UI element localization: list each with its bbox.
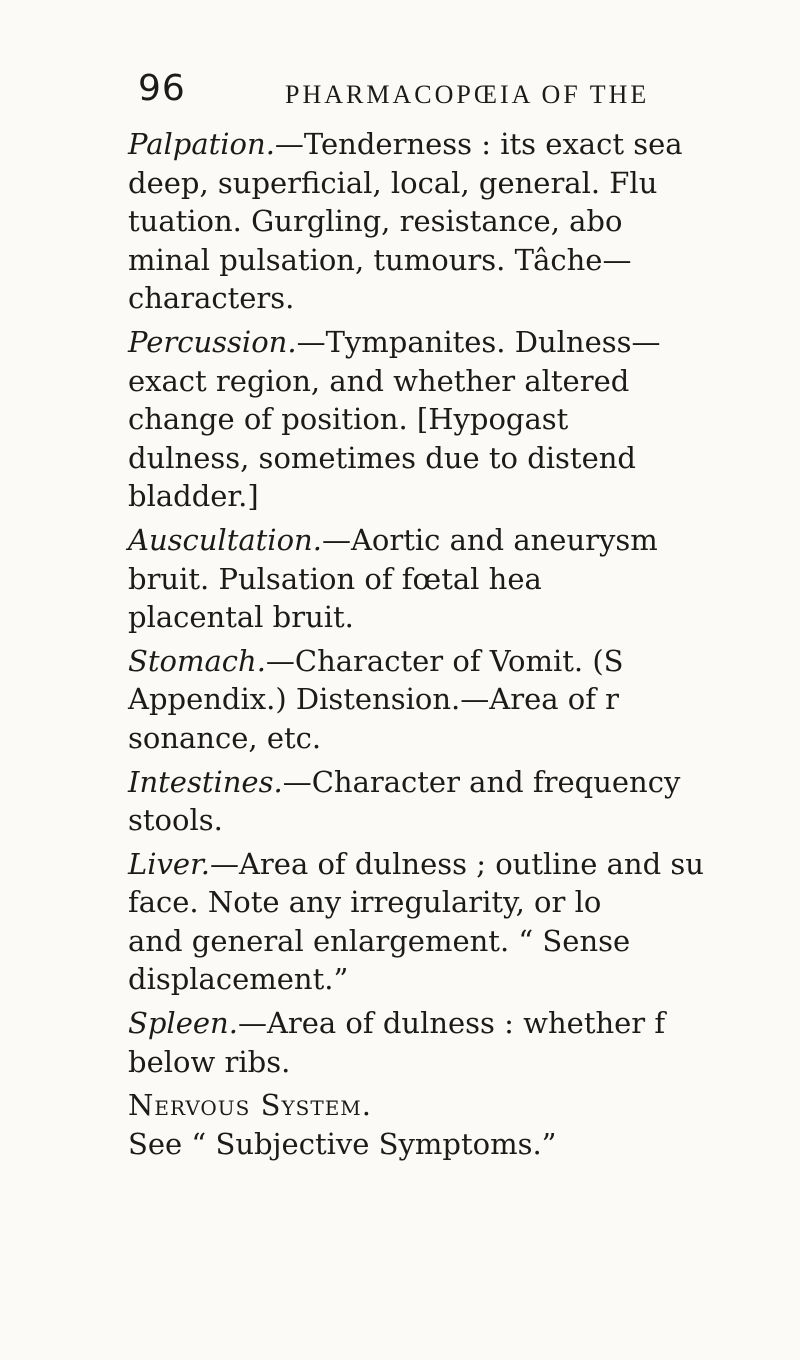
entry-line: —Area of dulness ; outline and su bbox=[209, 846, 704, 881]
entry-term: Intestines. bbox=[128, 764, 283, 799]
entry-line: —Character of Vomit. (S bbox=[265, 643, 624, 678]
entry-term: Auscultation. bbox=[128, 522, 322, 557]
entry-palpation bbox=[128, 125, 800, 318]
entry-line: —Area of dulness : whether f bbox=[237, 1006, 666, 1041]
entry-term: Palpation. bbox=[128, 127, 275, 161]
entry-line: displacement.” bbox=[128, 962, 349, 997]
entry-intestines bbox=[128, 763, 800, 840]
entry-line: minal pulsation, tumours. Tâche— bbox=[128, 242, 632, 277]
entry-line: stools. bbox=[128, 803, 223, 838]
entry-line: exact region, and whether altered bbox=[128, 363, 630, 398]
entry-line: sonance, etc. bbox=[128, 720, 322, 755]
entry-line: tuation. Gurgling, resistance, abo bbox=[128, 204, 623, 239]
entry-line: deep, superficial, local, general. Flu bbox=[128, 165, 658, 200]
entry-line: —Tenderness : its exact sea bbox=[274, 127, 683, 161]
entry-line: dulness, sometimes due to distend bbox=[128, 440, 636, 475]
entry-line: characters. bbox=[128, 281, 295, 316]
page-number: 96 bbox=[138, 68, 186, 109]
entry-nervous-system bbox=[128, 1086, 800, 1163]
entry-term: Stomach. bbox=[128, 643, 266, 678]
entry-percussion bbox=[128, 323, 800, 516]
entry-line: Appendix.) Distension.—Area of r bbox=[128, 682, 620, 717]
entry-list bbox=[128, 125, 800, 1168]
entry-line: —Aortic and aneurysm bbox=[321, 522, 658, 557]
entry-line: —Tympanites. Dulness— bbox=[296, 324, 661, 359]
entry-line: bruit. Pulsation of fœtal hea bbox=[128, 561, 542, 596]
entry-line: change of position. [Hypogast bbox=[128, 402, 569, 437]
section-heading: Nervous System. bbox=[128, 1088, 372, 1123]
entry-auscultation bbox=[128, 521, 800, 637]
entry-term: Percussion. bbox=[128, 324, 297, 359]
entry-line: below ribs. bbox=[128, 1044, 291, 1079]
entry-spleen bbox=[128, 1004, 800, 1081]
page-margin-bottom bbox=[0, 1240, 800, 1360]
running-head: PHARMACOPŒIA OF THE bbox=[285, 80, 650, 109]
entry-line: bladder.] bbox=[128, 479, 259, 514]
entry-stomach bbox=[128, 642, 800, 758]
entry-term: Spleen. bbox=[128, 1006, 238, 1041]
entry-line: See “ Subjective Symptoms.” bbox=[128, 1126, 557, 1161]
entry-line: —Character and frequency bbox=[282, 764, 681, 799]
entry-term: Liver. bbox=[128, 846, 210, 881]
entry-line: and general enlargement. “ Sense bbox=[128, 923, 631, 958]
entry-line: face. Note any irregularity, or lo bbox=[128, 885, 602, 920]
entry-line: placental bruit. bbox=[128, 600, 354, 635]
entry-liver bbox=[128, 845, 800, 999]
